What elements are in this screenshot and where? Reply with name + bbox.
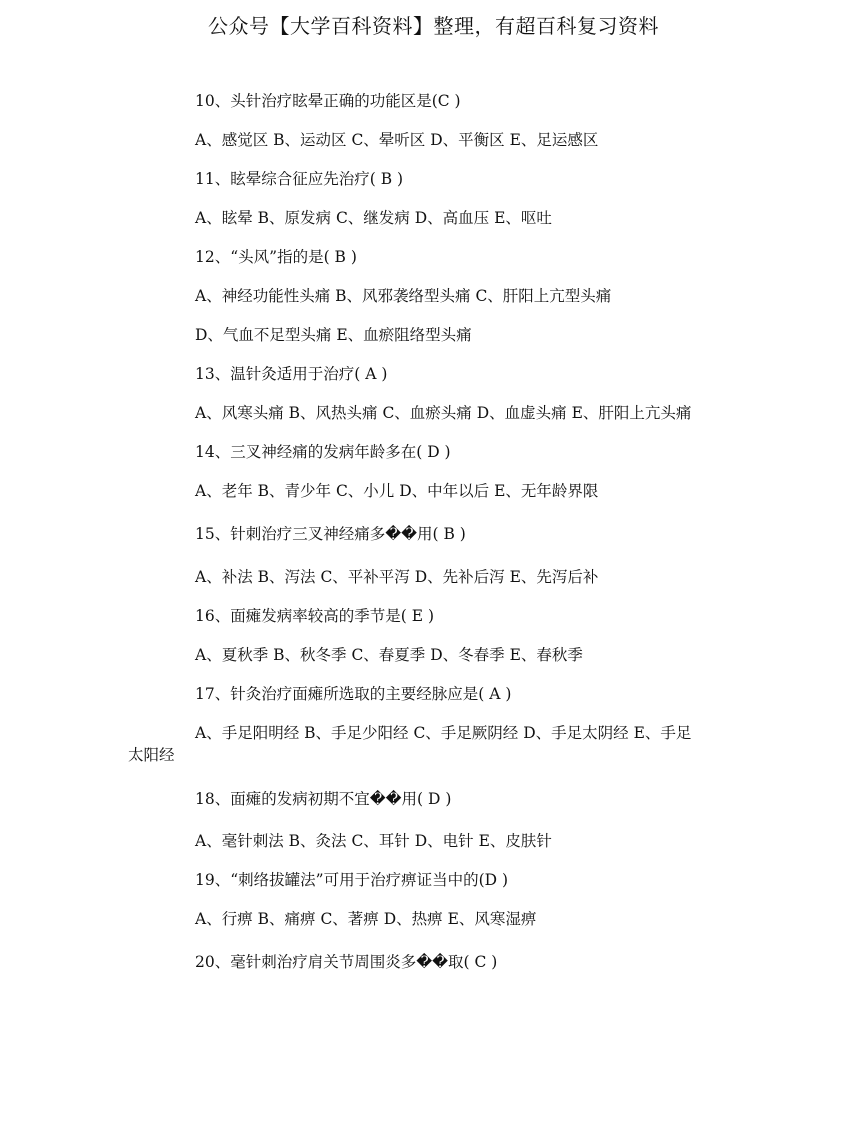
question-15: 15、针刺治疗三叉神经痛多��用( B ) [195, 525, 466, 543]
options-18: A、毫针刺法 B、灸法 C、耳针 D、电针 E、皮肤针 [195, 832, 552, 850]
options-17: A、手足阳明经 B、手足少阳经 C、手足厥阴经 D、手足太阴经 E、手足 [195, 724, 692, 742]
options-11: A、眩晕 B、原发病 C、继发病 D、高血压 E、呕吐 [195, 209, 552, 227]
question-12: 12、“头风”指的是( B ) [195, 248, 357, 266]
page-header: 公众号【大学百科资料】整理，有超百科复习资料 [208, 14, 659, 38]
question-20: 20、毫针刺治疗肩关节周围炎多��取( C ) [195, 953, 498, 971]
question-16: 16、面瘫发病率较高的季节是( E ) [195, 607, 434, 625]
question-14: 14、三叉神经痛的发病年龄多在( D ) [195, 443, 451, 461]
options-15: A、补法 B、泻法 C、平补平泻 D、先补后泻 E、先泻后补 [195, 568, 599, 586]
question-11: 11、眩晕综合征应先治疗( B ) [195, 170, 404, 188]
options-12b: D、气血不足型头痛 E、血瘀阻络型头痛 [195, 326, 472, 344]
question-19: 19、“刺络拔罐法”可用于治疗痹证当中的(D ) [195, 871, 509, 889]
options-12a: A、神经功能性头痛 B、风邪袭络型头痛 C、肝阳上亢型头痛 [195, 287, 612, 305]
question-13: 13、温针灸适用于治疗( A ) [195, 365, 388, 383]
options-13: A、风寒头痛 B、风热头痛 C、血瘀头痛 D、血虚头痛 E、肝阳上亢头痛 [195, 404, 692, 422]
options-14: A、老年 B、青少年 C、小儿 D、中年以后 E、无年龄界限 [195, 482, 599, 500]
options-16: A、夏秋季 B、秋冬季 C、春夏季 D、冬春季 E、春秋季 [195, 646, 583, 664]
options-19: A、行痹 B、痛痹 C、著痹 D、热痹 E、风寒湿痹 [195, 910, 537, 928]
options-10: A、感觉区 B、运动区 C、晕听区 D、平衡区 E、足运感区 [195, 131, 599, 149]
options-17-cont: 太阳经 [128, 746, 175, 764]
question-17: 17、针灸治疗面瘫所选取的主要经脉应是( A ) [195, 685, 512, 703]
question-18: 18、面瘫的发病初期不宜��用( D ) [195, 790, 452, 808]
question-10: 10、头针治疗眩晕正确的功能区是(C ) [195, 92, 461, 110]
